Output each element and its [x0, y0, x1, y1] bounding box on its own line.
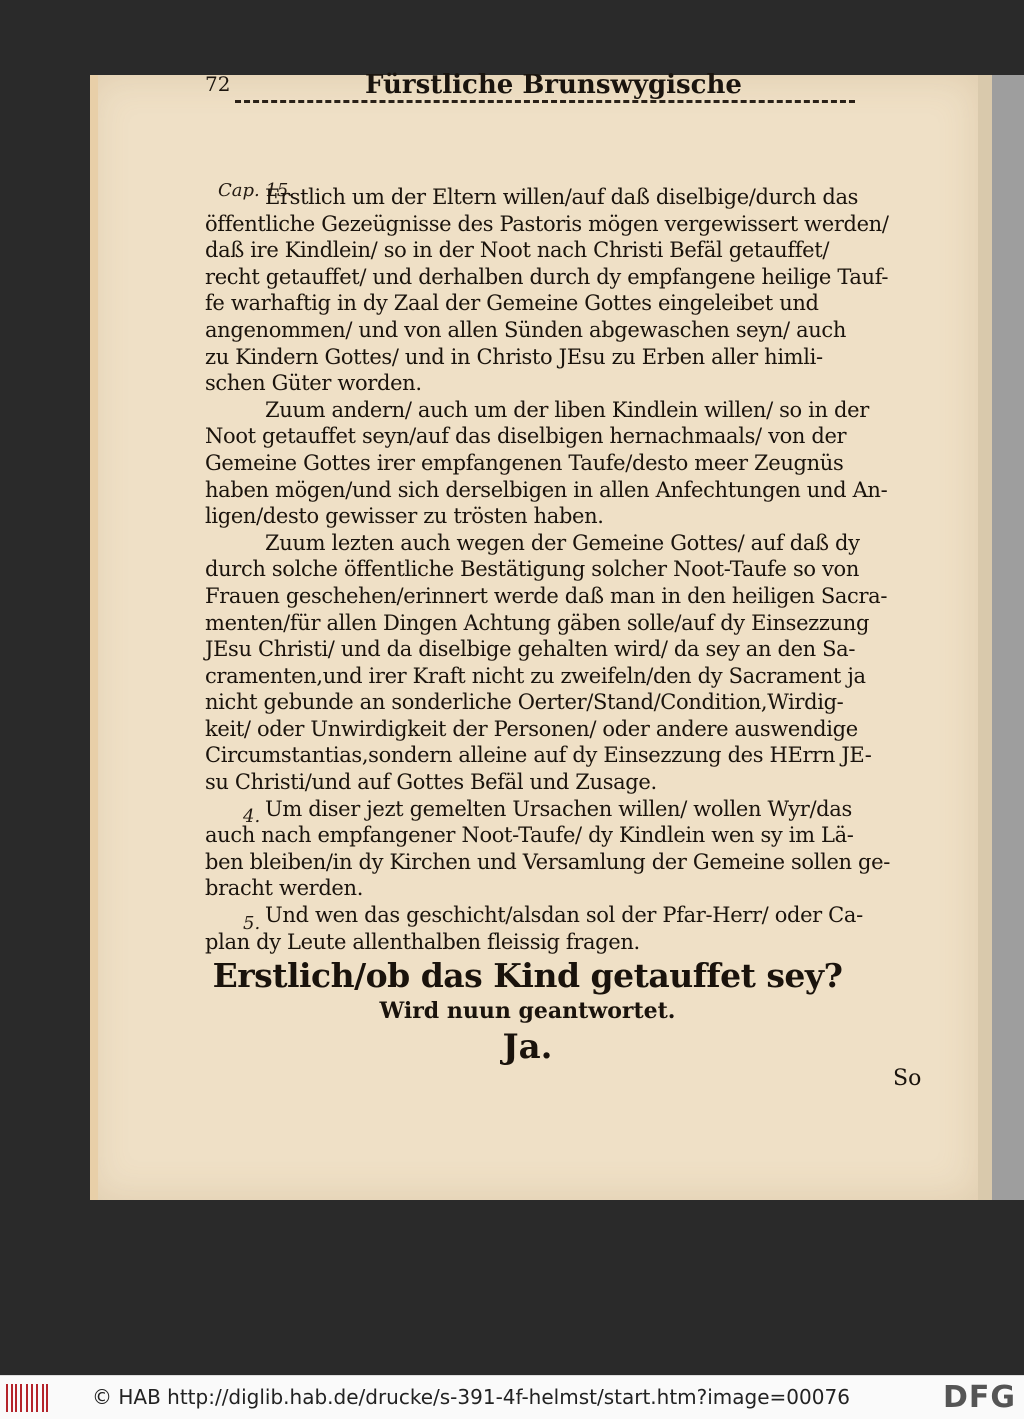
header-rule [235, 100, 855, 103]
source-url-link[interactable]: © HAB http://diglib.hab.de/drucke/s-391-4f-helmst/start.htm?image=00076 [92, 1385, 850, 1409]
text-line: zu Kindern Gottes/ und in Christo JEsu zu Erben aller himli- [205, 344, 823, 369]
text-line: haben mögen/und sich derselbigen in allen Anfechtungen und An- [205, 477, 888, 502]
text-line: öffentliche Gezeügnisse des Pastoris mögen vergewissert werden/ [205, 211, 889, 236]
dfg-logo: DFG [942, 1380, 1016, 1415]
page-header [205, 72, 855, 112]
text-line: JEsu Christi/ und da diselbige gehalten wird/ da sey an den Sa- [205, 637, 856, 662]
text-line: ben bleiben/in dy Kirchen und Versamlung der Gemeine sollen ge- [205, 849, 890, 874]
text-line: auch nach empfangener Noot-Taufe/ dy Kindlein wen sy im Lä- [205, 823, 854, 848]
page-number: 72 [205, 72, 231, 96]
text-line: nicht gebunde an sonderliche Oerter/Stand/Condition,Wirdig- [205, 690, 844, 715]
footer-bar [0, 1375, 1024, 1419]
text-line: Noot getauffet seyn/auf das diselbigen hernachmaals/ von der [205, 424, 847, 449]
catchword: So [893, 1066, 922, 1091]
text-line: Zuum andern/ auch um der liben Kindlein willen/ so in der [265, 397, 869, 422]
text-line: Und wen das geschicht/alsdan sol der Pfar-Herr/ oder Ca- [265, 903, 863, 928]
text-line: Circumstantias,sondern alleine auf dy Einsezzung des HErrn JE- [205, 743, 872, 768]
margin-note-5: 5. [243, 913, 261, 934]
text-line: durch solche öffentliche Bestätigung solcher Noot-Taufe so von [205, 557, 859, 582]
text-line: Erstlich um der Eltern willen/auf daß diselbige/durch das [265, 185, 859, 209]
text-line: keit/ oder Unwirdigkeit der Personen/ oder andere auswendige [205, 716, 858, 741]
text-line: Zuum lezten auch wegen der Gemeine Gottes/ auf daß dy [265, 530, 860, 555]
text-line: Gemeine Gottes irer empfangenen Taufe/desto meer Zeugnüs [205, 450, 844, 475]
page-edge [90, 75, 98, 1200]
text-line: daß ire Kindlein/ so in der Noot nach Christi Befäl getauffet/ [205, 238, 830, 263]
text-line: cramenten,und irer Kraft nicht zu zweifeln/den dy Sacrament ja [205, 663, 866, 688]
text-line: fe warhaftig in dy Zaal der Gemeine Gottes eingeleibet und [205, 291, 819, 316]
text-line: Um diser jezt gemelten Ursachen willen/ wollen Wyr/das [265, 796, 852, 821]
text-line: recht getauffet/ und derhalben durch dy empfangene heilige Tauf- [205, 264, 889, 289]
next-page-edge [978, 75, 992, 1200]
text-line: plan dy Leute allenthalben fleissig fragen. [205, 929, 640, 954]
running-title: Fürstliche Brunswygische [365, 70, 742, 100]
text-line: bracht werden. [205, 876, 364, 901]
text-line: Frauen geschehen/erinnert werde daß man in den heiligen Sacra- [205, 583, 888, 608]
margin-note-chapter: Cap. 15. [218, 180, 295, 201]
text-line: angenommen/ und von allen Sünden abgewaschen seyn/ auch [205, 317, 847, 342]
text-line: su Christi/und auf Gottes Befäl und Zusage. [205, 770, 657, 795]
answer-heading: Ja. [502, 1027, 553, 1068]
scan-border [992, 75, 1024, 1200]
body-text [205, 110, 890, 1069]
hab-barcode-logo [6, 1384, 48, 1412]
margin-note-4: 4. [243, 806, 261, 827]
copyright-link[interactable] [92, 1385, 850, 1409]
text-line: menten/für allen Dingen Achtung gäben solle/auf dy Einsezzung [205, 610, 870, 635]
answer-intro: Wird nuun geantwortet. [379, 998, 676, 1025]
text-line: ligen/desto gewisser zu trösten haben. [205, 504, 604, 529]
question-heading: Erstlich/ob das Kind getauffet sey? [212, 956, 843, 996]
text-line: schen Güter worden. [205, 371, 422, 396]
